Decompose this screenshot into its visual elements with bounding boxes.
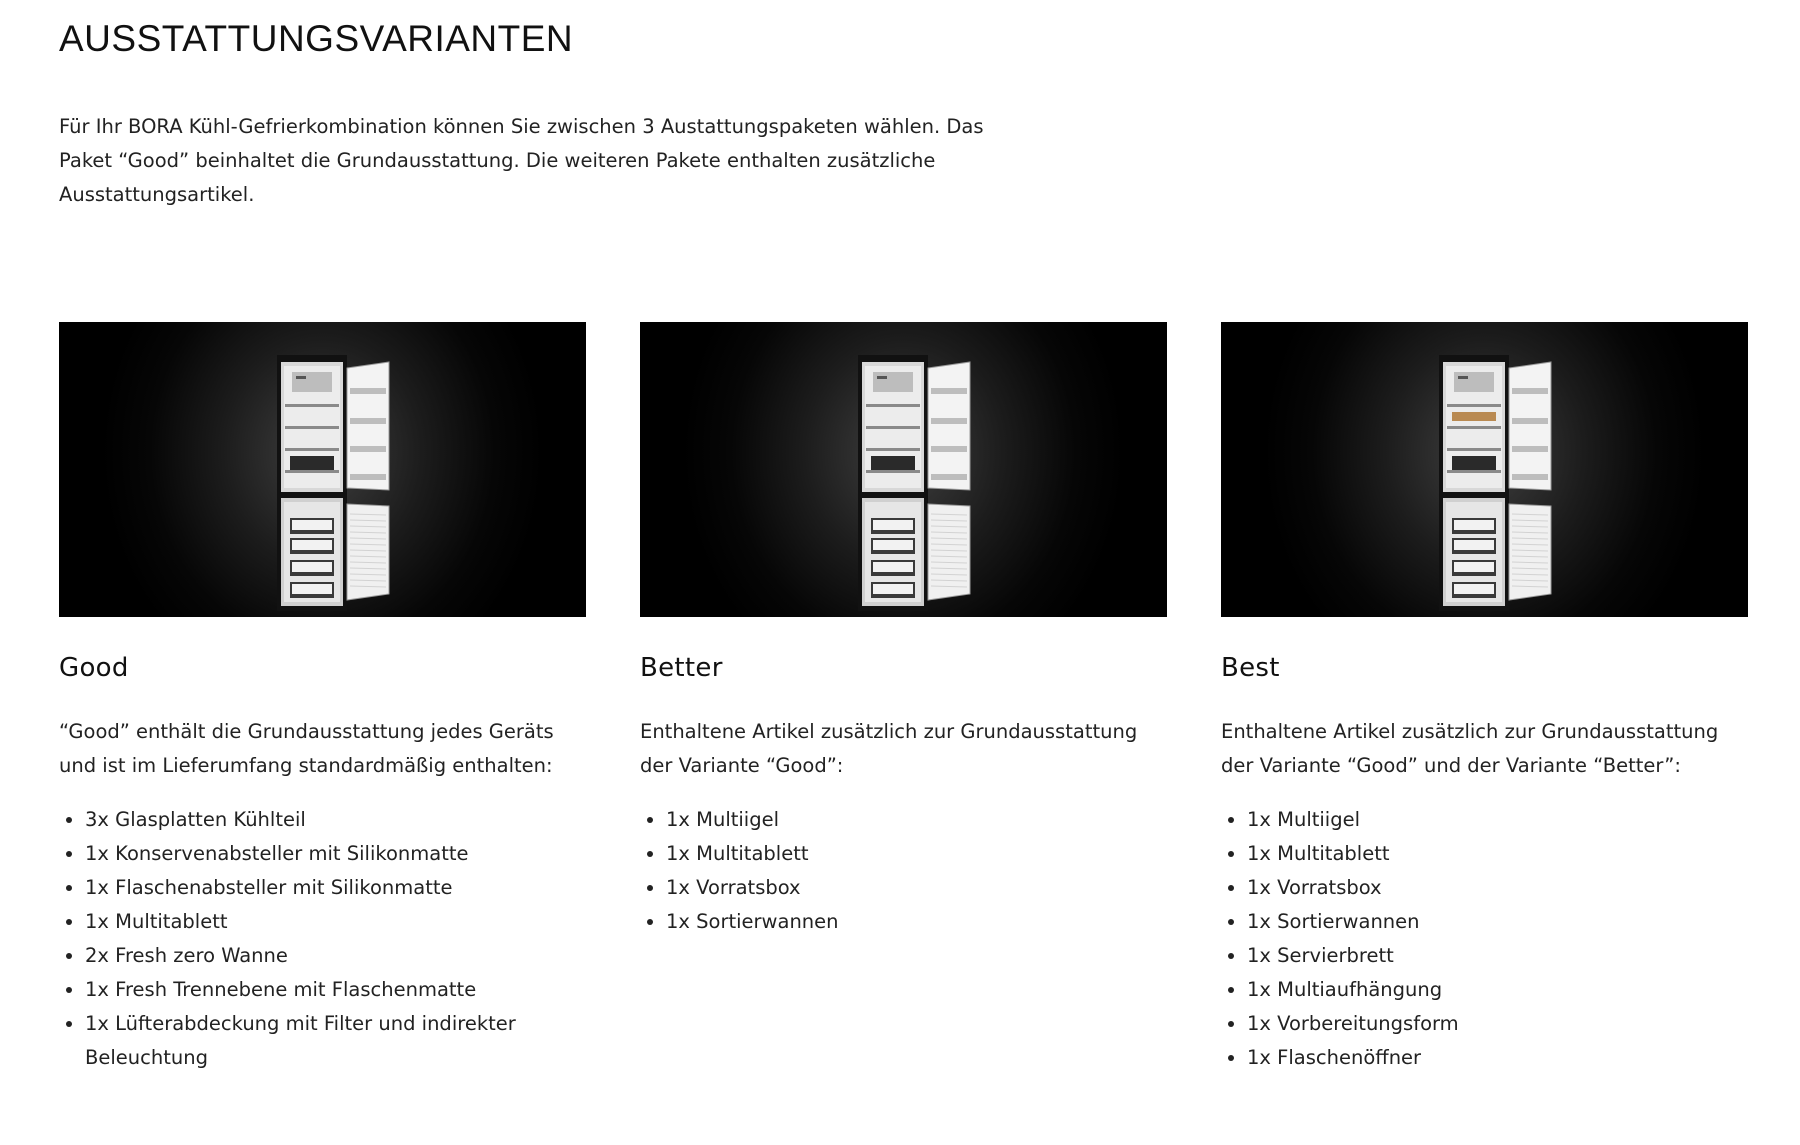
fridge-illustration [59, 322, 586, 617]
variant-card-best [1221, 322, 1748, 1075]
list-item: • 1x Vorratsbox [1247, 871, 1748, 905]
list-item: • 1x Multitablett [85, 905, 586, 939]
intro-text: Für Ihr BORA Kühl-Gefrierkombination können Sie zwischen 3 Austattungspaketen wählen. Das Paket “Good” beinhaltet die Grundausstattung. Die weiteren Pakete enthalten zusätzliche Ausstattungsartikel. [59, 115, 984, 206]
list-item: • 1x Konservenabsteller mit Silikonmatte [85, 837, 586, 871]
list-item: • 1x Multitablett [666, 837, 1167, 871]
list-item: • 3x Glasplatten Kühlteil [85, 803, 586, 837]
list-item: • 1x Multiigel [1247, 803, 1748, 837]
list-item: • 1x Flaschenöffner [1247, 1041, 1748, 1075]
variant-title: Best [1221, 653, 1280, 683]
variant-image-better [640, 322, 1167, 617]
list-item: • 2x Fresh zero Wanne [85, 939, 586, 973]
list-item: • 1x Vorbereitungsform [1247, 1007, 1748, 1041]
list-item: • 1x Sortierwannen [666, 905, 1167, 939]
variant-card-good [59, 322, 586, 1075]
variant-item-list [1221, 803, 1748, 1075]
fridge-illustration [640, 322, 1167, 617]
variant-description: Enthaltene Artikel zusätzlich zur Grundausstattung der Variante “Good”: [640, 720, 1138, 777]
list-item: • 1x Multiaufhängung [1247, 973, 1748, 1007]
variant-title: Good [59, 653, 129, 683]
variant-image-good [59, 322, 586, 617]
list-item: • 1x Multitablett [1247, 837, 1748, 871]
variant-item-list [640, 803, 1167, 939]
list-item: • 1x Multiigel [666, 803, 1167, 837]
list-item: • 1x Fresh Trennebene mit Flaschenmatte [85, 973, 586, 1007]
fridge-illustration [1221, 322, 1748, 617]
list-item: • 1x Flaschenabsteller mit Silikonmatte [85, 871, 586, 905]
list-item: • 1x Vorratsbox [666, 871, 1167, 905]
page-title: AUSSTATTUNGSVARIANTEN [59, 18, 574, 59]
variant-title: Better [640, 653, 723, 683]
list-item: • 1x Servierbrett [1247, 939, 1748, 973]
list-item: • 1x Sortierwannen [1247, 905, 1748, 939]
variant-item-list [59, 803, 586, 1075]
variant-description: Enthaltene Artikel zusätzlich zur Grundausstattung der Variante “Good” und der Variante “Better”: [1221, 720, 1719, 777]
variant-image-best [1221, 322, 1748, 617]
variant-card-better [640, 322, 1167, 939]
list-item: • 1x Lüfterabdeckung mit Filter und indirekter Beleuchtung [85, 1007, 586, 1075]
variant-description: “Good” enthält die Grundausstattung jedes Geräts und ist im Lieferumfang standardmäßig enthalten: [59, 720, 554, 777]
